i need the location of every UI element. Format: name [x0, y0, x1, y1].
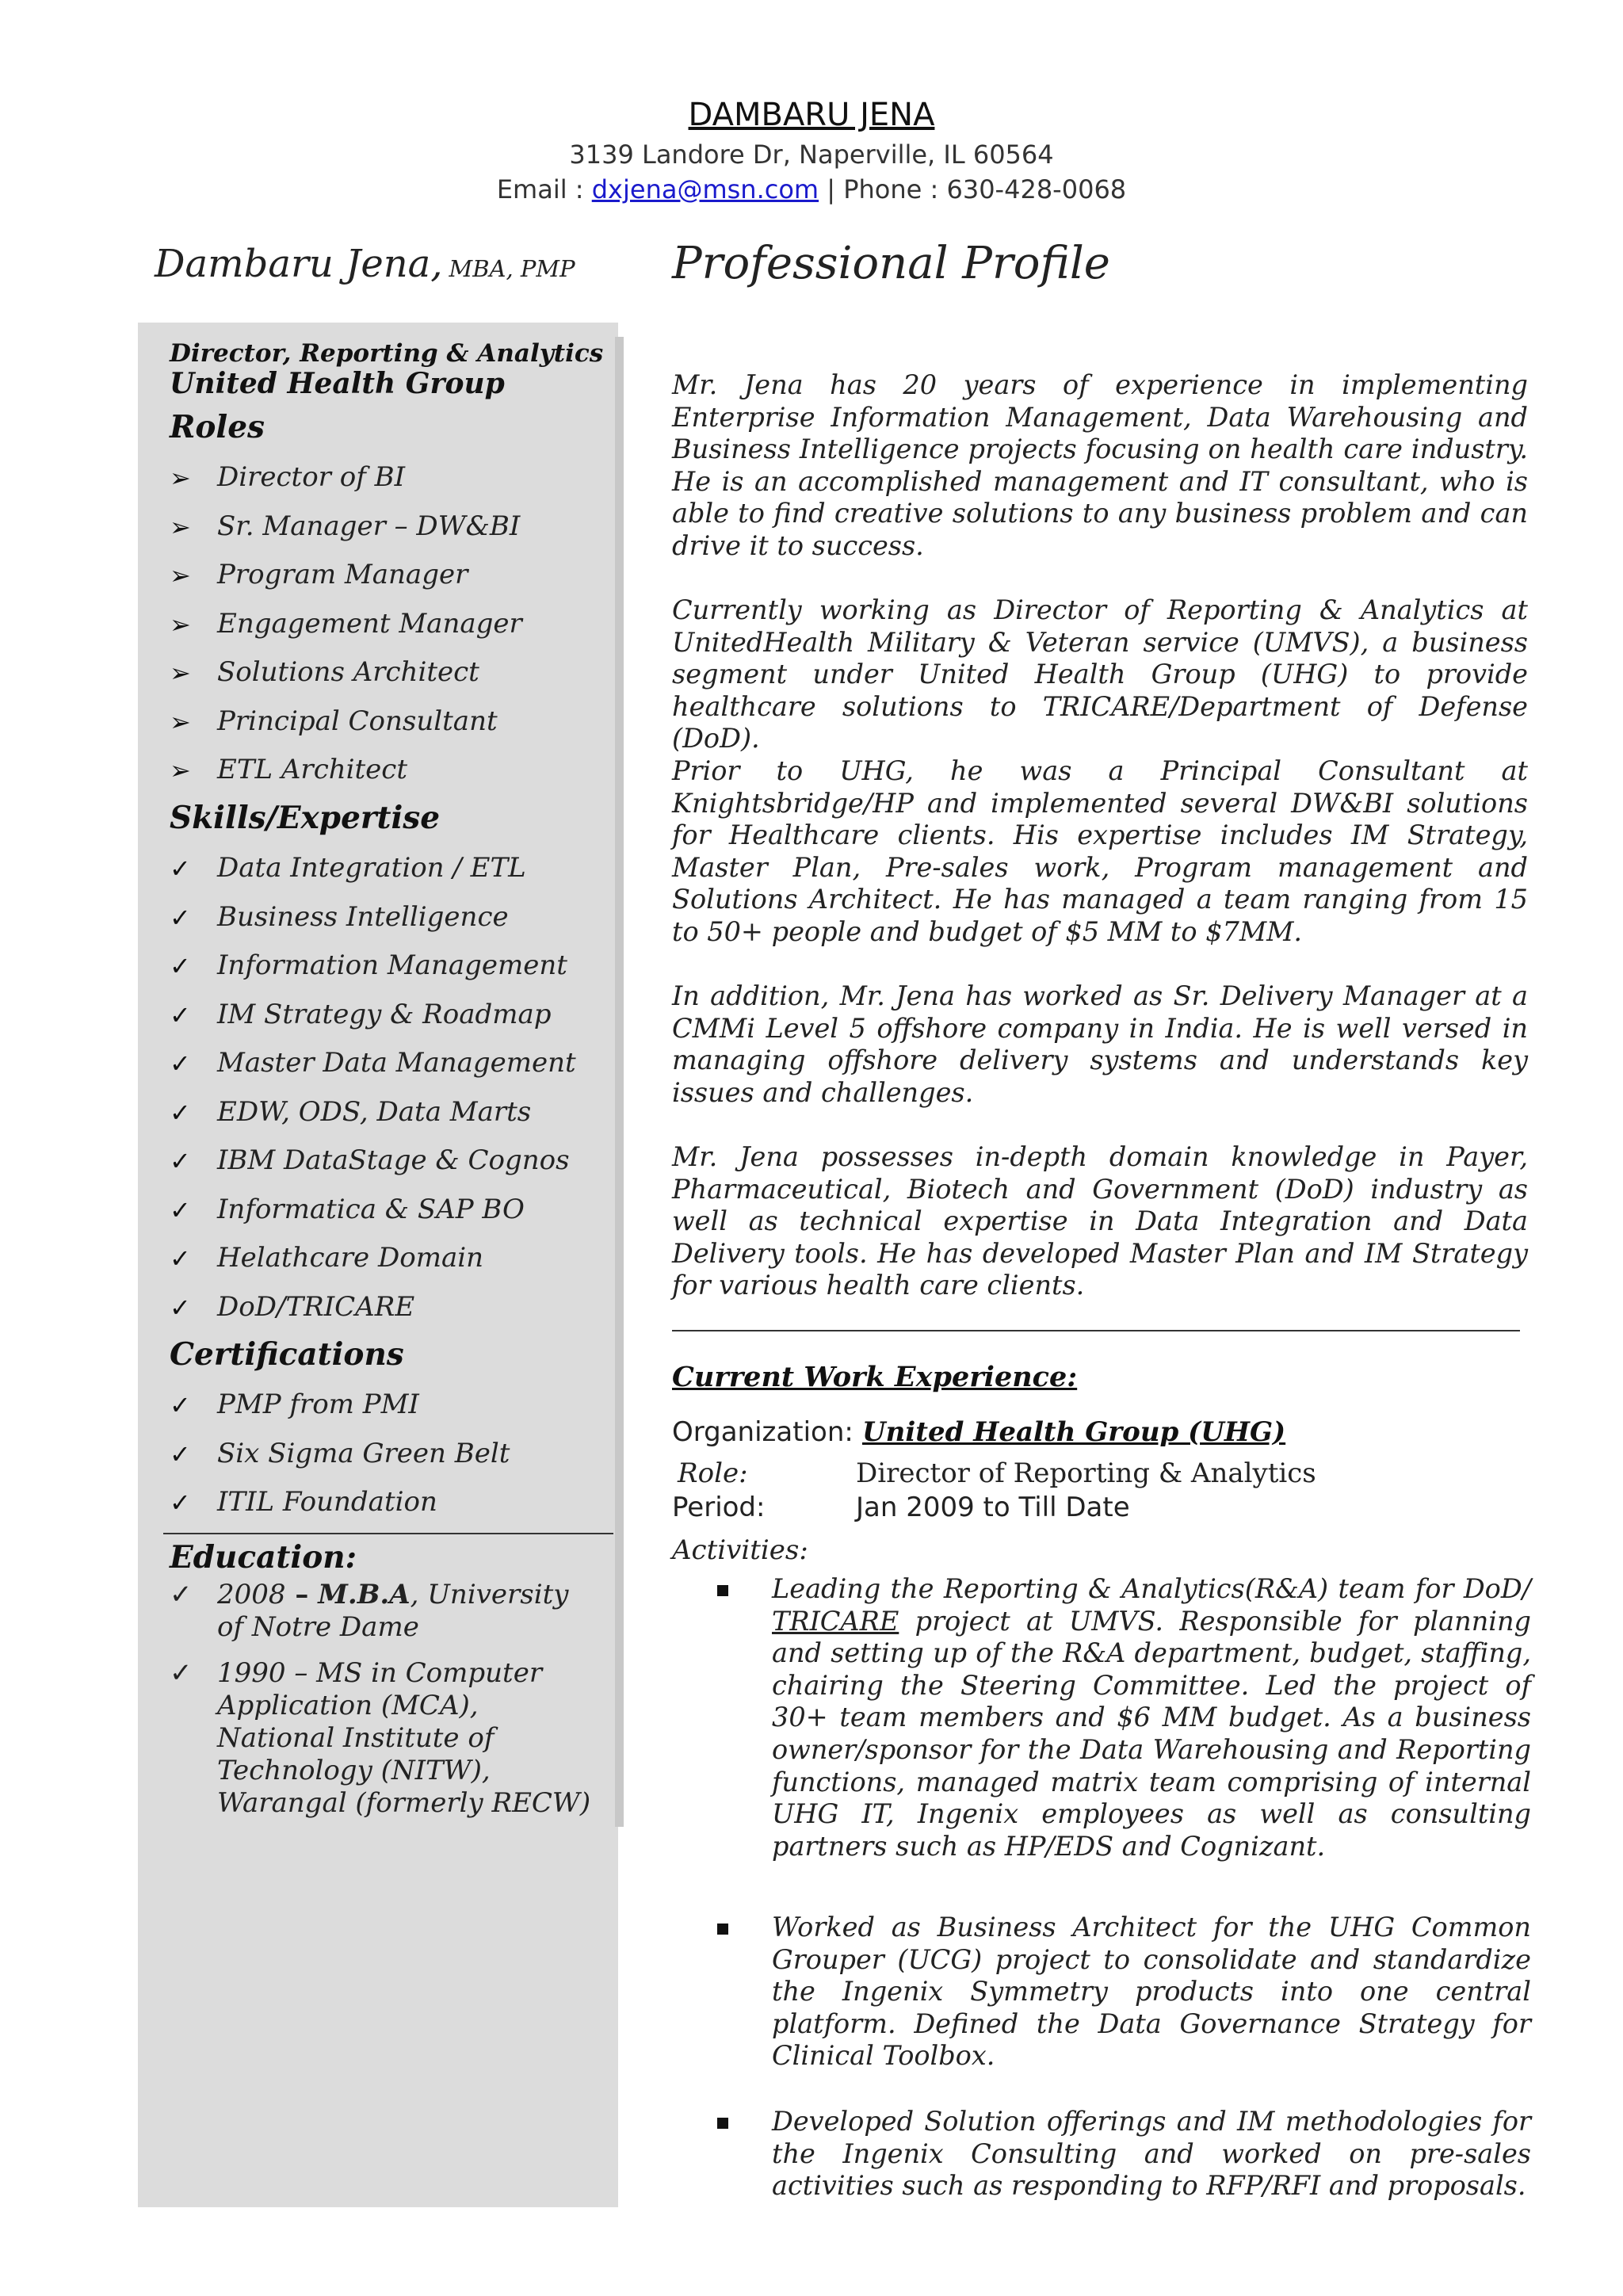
candidate-name: Dambaru Jena,	[155, 242, 443, 286]
education-heading: Education:	[170, 1539, 357, 1576]
arrow-bullet-icon: ➢	[170, 560, 191, 590]
square-bullet-icon	[717, 2118, 728, 2129]
email-link[interactable]: dxjena@msn.com	[591, 174, 819, 204]
profile-paragraph: Mr. Jena possesses in-depth domain knowledge in Payer, Pharmaceutical, Biotech and Government (DoD) industry as well as technical expertise in Data Integration and Data Delivery tools. He has developed Master Plan and IM Strategy for various health care clients.	[672, 1141, 1528, 1301]
check-icon: ✓	[170, 999, 191, 1030]
role-value: Director of Reporting & Analytics	[856, 1457, 1316, 1489]
check-icon: ✓	[170, 1438, 191, 1469]
arrow-bullet-icon: ➢	[170, 755, 191, 785]
phone-number: 630-428-0068	[946, 174, 1127, 204]
contact-line	[0, 174, 1623, 204]
arrow-bullet-icon: ➢	[170, 463, 191, 493]
check-icon: ✓	[170, 1194, 191, 1225]
check-icon: ✓	[170, 951, 191, 981]
activity-item: Worked as Business Architect for the UHG Common Grouper (UCG) project to consolidate and standardize the Ingenix Symmetry products into one central platform. Defined the Data Governance Strategy for Clinical Toolbox.	[772, 1912, 1531, 2072]
credentials: MBA, PMP	[449, 255, 575, 282]
organization-value: United Health Group (UHG)	[862, 1416, 1286, 1448]
email-label: Email :	[496, 174, 592, 204]
profile-paragraph: Mr. Jena has 20 years of experience in implementing Enterprise Information Management, Data Warehousing and Business Intelligence projects focusing on health care industry. He is an accomplished management and IT consultant, who is able to find creative solutions to any business problem and can drive it to success.	[672, 369, 1528, 561]
check-icon: ✓	[170, 1488, 191, 1518]
profile-paragraph: In addition, Mr. Jena has worked as Sr. Delivery Manager at a CMMi Level 5 offshore company in India. He is well versed in managing offshore delivery systems and understands key issues and challenges.	[672, 980, 1528, 1108]
profile-paragraph: Prior to UHG, he was a Principal Consultant at Knightsbridge/HP and implemented several DW&BI solutions for Healthcare clients. His expertise includes IM Strategy, Master Plan, Pre-sales work, Program management and Solutions Architect. He has managed a team ranging from 15 to 50+ people and budget of $5 MM to $7MM.	[672, 755, 1528, 947]
candidate-name-title	[155, 242, 575, 286]
separator: |	[819, 174, 844, 204]
arrow-bullet-icon: ➢	[170, 511, 191, 542]
phone-label: Phone :	[843, 174, 947, 204]
activity-item: Developed Solution offerings and IM methodologies for the Ingenix Consulting and worked on pre-sales activities such as responding to RFP/RFI and proposals.	[772, 2106, 1531, 2202]
arrow-bullet-icon: ➢	[170, 706, 191, 737]
activities-label: Activities:	[672, 1534, 808, 1566]
check-icon: ✓	[170, 1657, 193, 1689]
period-label: Period:	[672, 1492, 766, 1523]
certifications-heading: Certifications	[170, 1336, 404, 1373]
square-bullet-icon	[717, 1924, 728, 1935]
activity-item: Leading the Reporting & Analytics(R&A) team for DoD/ TRICARE project at UMVS. Responsible for planning and setting up of the R&A department, budget, staffing, chairing the Steering Committee. Led the project of 30+ team members and $6 MM budget. As a business owner/sponsor for the Data Warehousing and Reporting functions, managed matrix team comprising of internal UHG IT, Ingenix employees as well as consulting partners such as HP/EDS and Cognizant.	[772, 1573, 1531, 1862]
square-bullet-icon	[717, 1585, 728, 1596]
check-icon: ✓	[170, 1244, 191, 1274]
roles-heading: Roles	[170, 409, 265, 445]
role-label: Role:	[678, 1457, 748, 1489]
arrow-bullet-icon: ➢	[170, 658, 191, 688]
employer: United Health Group	[170, 367, 505, 400]
sidebar-shadow	[615, 337, 624, 1827]
resume-name-header: DAMBARU JENA	[688, 97, 935, 133]
period-value: Jan 2009 to Till Date	[856, 1492, 1130, 1523]
job-title: Director, Reporting & Analytics	[170, 339, 604, 368]
current-experience-heading: Current Work Experience:	[672, 1361, 1078, 1393]
address: 3139 Landore Dr, Naperville, IL 60564	[569, 139, 1054, 170]
check-icon: ✓	[170, 1579, 193, 1610]
education-divider	[163, 1533, 613, 1534]
check-icon: ✓	[170, 1146, 191, 1176]
profile-title: Professional Profile	[672, 238, 1110, 289]
skills-heading: Skills/Expertise	[170, 800, 441, 836]
check-icon: ✓	[170, 854, 191, 884]
check-icon: ✓	[170, 902, 191, 933]
check-icon: ✓	[170, 1390, 191, 1420]
organization-label: Organization:	[672, 1416, 854, 1448]
check-icon: ✓	[170, 1097, 191, 1128]
check-icon: ✓	[170, 1292, 191, 1323]
profile-paragraph: Currently working as Director of Reporting & Analytics at UnitedHealth Military & Veteran service (UMVS), a business segment under United Health Group (UHG) to provide healthcare solutions to TRICARE/Department of Defense (DoD).	[672, 594, 1528, 755]
section-divider	[672, 1330, 1520, 1331]
check-icon: ✓	[170, 1049, 191, 1079]
arrow-bullet-icon: ➢	[170, 609, 191, 640]
